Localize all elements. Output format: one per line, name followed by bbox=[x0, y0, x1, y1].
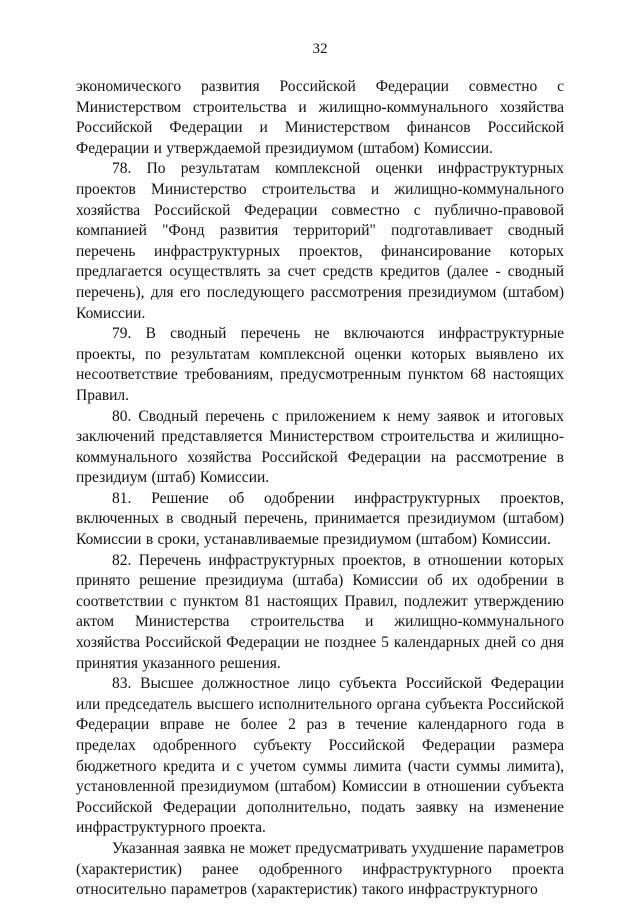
paragraph-78: 78. По результатам комплексной оценки инфраструктурных проектов Министерство строительства и жилищно-коммунального хозяйства Российской Федерации совместно с публично-правовой компанией "Фонд развития территорий" подготавливает сводный перечень инфраструктурных проектов, финансирование которых предлагается осуществлять за счет средств кредитов (далее - сводный перечень), для его последующего рассмотрения президиумом (штабом) Комиссии. bbox=[76, 160, 564, 322]
paragraph-continuation: экономического развития Российской Федерации совместно с Министерством строительства и жилищно-коммунального хозяйства Российской Федерации и Министерством финансов Российской Федерации и утверждаемой президиумом (штабом) Комиссии. bbox=[76, 78, 564, 157]
document-body bbox=[76, 77, 564, 901]
paragraph-82: 82. Перечень инфраструктурных проектов, в отношении которых принято решение президиума (штаба) Комиссии об их одобрении в соответствии с пунктом 81 настоящих Правил, подлежит утверждению актом Министерства строительства и жилищно-коммунального хозяйства Российской Федерации не позднее 5 календарных дней со дня принятия указанного решения. bbox=[76, 551, 564, 672]
page-number: 32 bbox=[312, 41, 328, 57]
paragraph-83: 83. Высшее должностное лицо субъекта Российской Федерации или председатель высшего исполнительного органа субъекта Российской Федерации вправе не более 2 раз в течение календарного года в пределах одобренного субъекту Российской Федерации размера бюджетного кредита и с учетом суммы лимита (части суммы лимита), установленной президиумом (штабом) Комиссии в отношении субъекта Российской Федерации дополнительно, подать заявку на изменение инфраструктурного проекта. bbox=[76, 675, 564, 837]
paragraph-79: 79. В сводный перечень не включаются инфраструктурные проекты, по результатам комплексной оценки которых выявлено их несоответствие требованиям, предусмотренным пунктом 68 настоящих Правил. bbox=[76, 325, 564, 404]
paragraph-application-note: Указанная заявка не может предусматривать ухудшение параметров (характеристик) ранее одобренного инфраструктурного проекта относительно параметров (характеристик) такого инфраструктурного bbox=[76, 839, 564, 899]
paragraph-81: 81. Решение об одобрении инфраструктурных проектов, включенных в сводный перечень, принимается президиумом (штабом) Комиссии в сроки, устанавливаемые президиумом (штабом) Комиссии. bbox=[76, 489, 564, 549]
paragraph-80: 80. Сводный перечень с приложением к нему заявок и итоговых заключений представляется Министерством строительства и жилищно-коммунального хозяйства Российской Федерации на рассмотрение в президиум (штаб) Комиссии. bbox=[76, 407, 564, 487]
